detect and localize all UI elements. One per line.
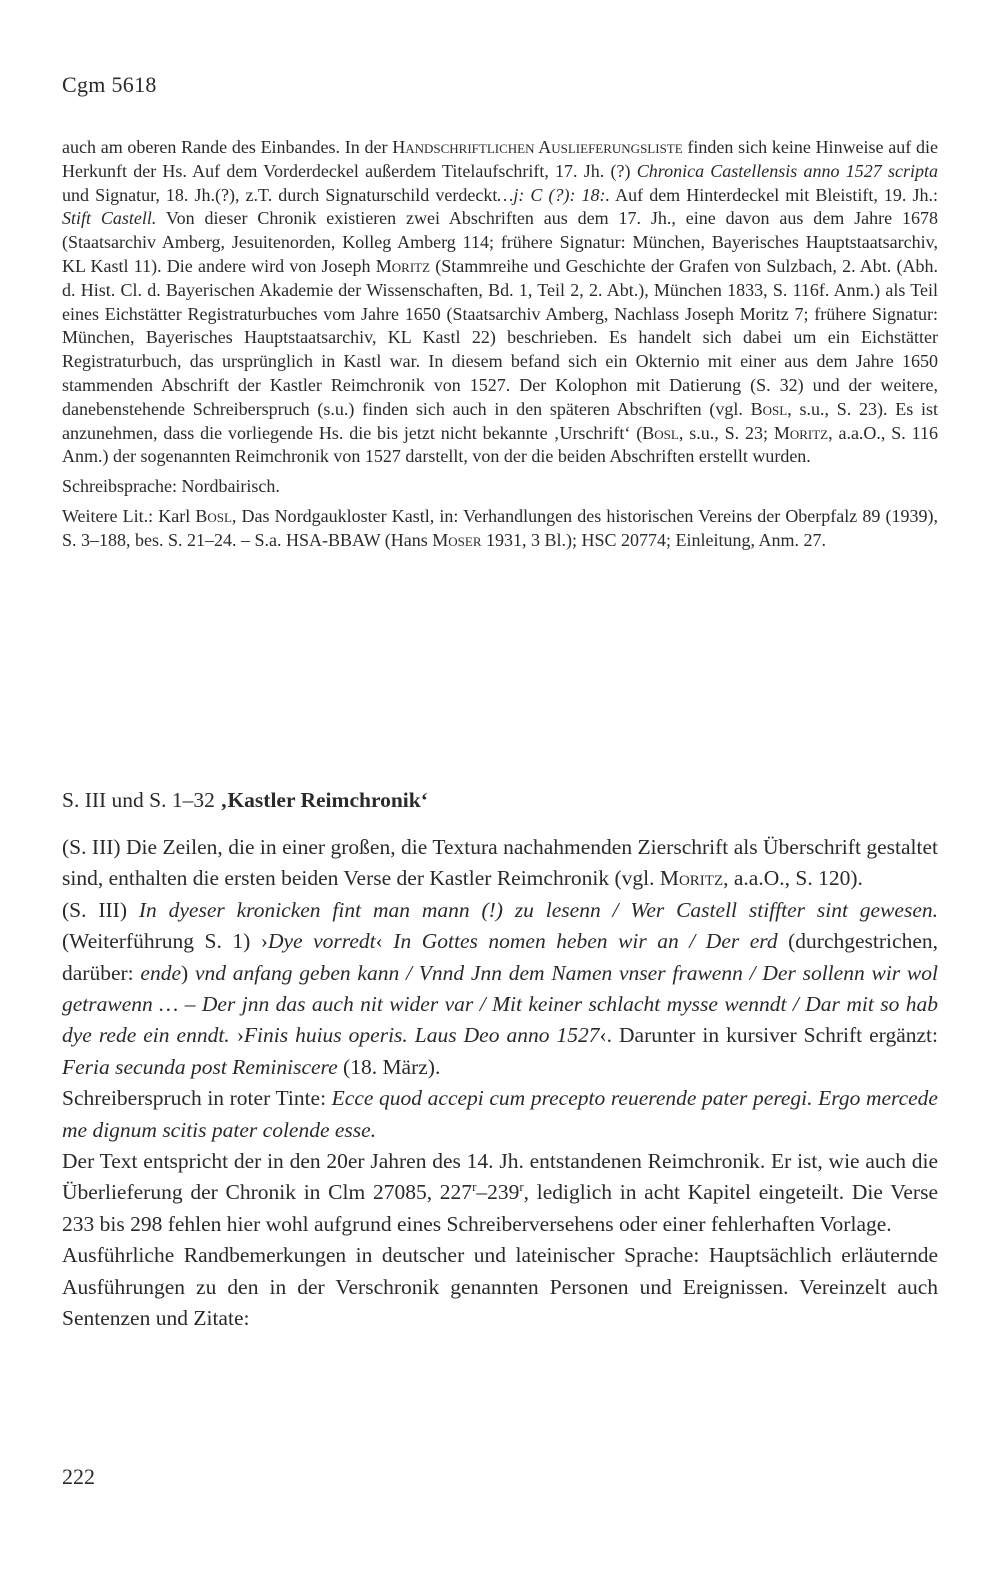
manuscript-description [62,136,938,553]
author-name: Bosl [195,505,232,526]
author-name: Moser [432,529,482,550]
source-name: Handschriftlichen Auslieferungsliste [392,137,683,157]
body-paragraph-text: Der Text entspricht der in den 20er Jahren des 14. Jh. entstandenen Reimchronik. Er ist, wie auch die Überlieferung der Chronik in Clm 27085, 227$^r$–239$^r$, lediglich in acht Kapitel eingeteilt. Die Verse 233 bis 298 fehlen hier wohl aufgrund eines Schreiberversehens oder einer fehlerhaften Vorlage. [62,1149,938,1236]
author-name: Moritz [773,422,829,443]
body-paragraph-heading-lines: (S. III) Die Zeilen, die in einer großen, die Textura nachahmenden Zierschrift als Überschrift gestaltet sind, enthalten die ersten beiden Verse der Kastler Reimchronik (vgl. Moritz, a.a.O., S. 120). [62,835,938,891]
running-title: Cgm 5618 [62,72,157,97]
provenance-paragraph: auch am oberen Rande des Einbandes. In der Handschriftlichen Auslieferungsliste finden sich keine Hinweise auf die Herkunft der Hs. Auf dem Vorderdeckel außerdem Titelaufschrift, 17. Jh. (?) Chronica Castellensis anno 1527 scripta und Signatur, 18. Jh.(?), z.T. durch Signaturschild verdeckt…j: C (?): 18:. Auf dem Hinterdeckel mit Bleistift, 19. Jh.: Stift Castell. Von dieser Chronik existieren zwei Abschriften aus dem 17. Jh., eine davon aus dem Jahre 1678 (Staatsarchiv Amberg, Jesuitenorden, Kolleg Amberg 114; frühere Signatur: München, Bayerisches Hauptstaatsarchiv, KL Kastl 11). Die andere wird von Joseph Moritz (Stammreihe und Geschichte der Grafen von Sulzbach, 2. Abt. (Abh. d. Hist. Cl. d. Bayerischen Akademie der Wissenschaften, Bd. 1, Teil 2, 2. Abt.), München 1833, S. 116f. Anm.) als Teil eines Eichstätter Registraturbuches vom Jahre 1650 (Staatsarchiv Amberg, Nachlass Joseph Moritz 7; frühere Signatur: München, Bayerisches Hauptstaatsarchiv, KL Kastl 22) beschrieben. Es handelt sich dabei um ein Eichstätter Registraturbuch, das ursprünglich in Kastl war. In diesem befand sich ein Okternio mit einer aus dem Jahre 1650 stammenden Abschrift der Kastler Reimchronik von 1527. Der Kolophon mit Datierung (S. 32) und der weitere, danebenstehende Schreiberspruch (s.u.) finden sich auch in den späteren Abschriften (vgl. Bosl, s.u., S. 23). Es ist anzunehmen, dass die vorliegende Hs. die bis jetzt nicht bekannte ‚Urschrift‘ (Bosl, s.u., S. 23; Moritz, a.a.O., S. 116 Anm.) der sogenannten Reimchronik von 1527 darstellt, von der die beiden Abschriften erstellt wurden. [62,137,938,467]
page-number: 222 [62,1464,95,1489]
author-name: Bosl [750,398,788,419]
body-paragraph-incipit: (S. III) In dyeser kronicken fint man mann (!) zu lesenn / Wer Castell stiffter sint gewesen. (Weiterführung S. 1) ›Dye vorredt‹ In Gottes nomen heben wir an / Der erd (durchgestrichen, darüber: ende) vnd anfang geben kann / Vnnd Jnn dem Namen vnser frawenn / Der sollenn wir wol getrawenn … – Der jnn das auch nit wider var / Mit keiner schlacht mysse wenndt / Dar mit so hab dye rede ein enndt. ›Finis huius operis. Laus Deo anno 1527‹. Darunter in kursiver Schrift ergänzt: Feria secunda post Reminiscere (18. März). [62,897,939,1079]
author-name: Bosl [642,422,679,443]
language-paragraph: Schreibsprache: Nordbairisch. [62,476,280,497]
literature-paragraph: Weitere Lit.: Karl Bosl, Das Nordgaukloster Kastl, in: Verhandlungen des historischen Vereins der Oberpfalz 89 (1939), S. 3–188, bes. S. 21–24. – S.a. HSA-BBAW (Hans Moser 1931, 3 Bl.); HSC 20774; Einleitung, Anm. 27. [62,505,938,550]
section-body [62,832,938,1335]
section-heading: S. III und S. 1–32 ‚Kastler Reimchronik‘ [62,788,428,812]
section-title: ‚Kastler Reimchronik‘ [220,788,428,812]
author-name: Moritz [659,866,724,891]
author-name: Moritz [375,255,431,276]
body-paragraph-marginalia: Ausführliche Randbemerkungen in deutscher und lateinischer Sprache: Hauptsächlich erläuternde Ausführungen zu den in der Verschronik genannten Personen und Ereignissen. Vereinzelt auch Sentenzen und Zitate: [62,1243,938,1331]
body-paragraph-scribe-saying: Schreiberspruch in roter Tinte: Ecce quod accepi cum precepto reuerende pater peregi. Ergo mercede me dignum scitis pater colende esse. [62,1086,938,1142]
